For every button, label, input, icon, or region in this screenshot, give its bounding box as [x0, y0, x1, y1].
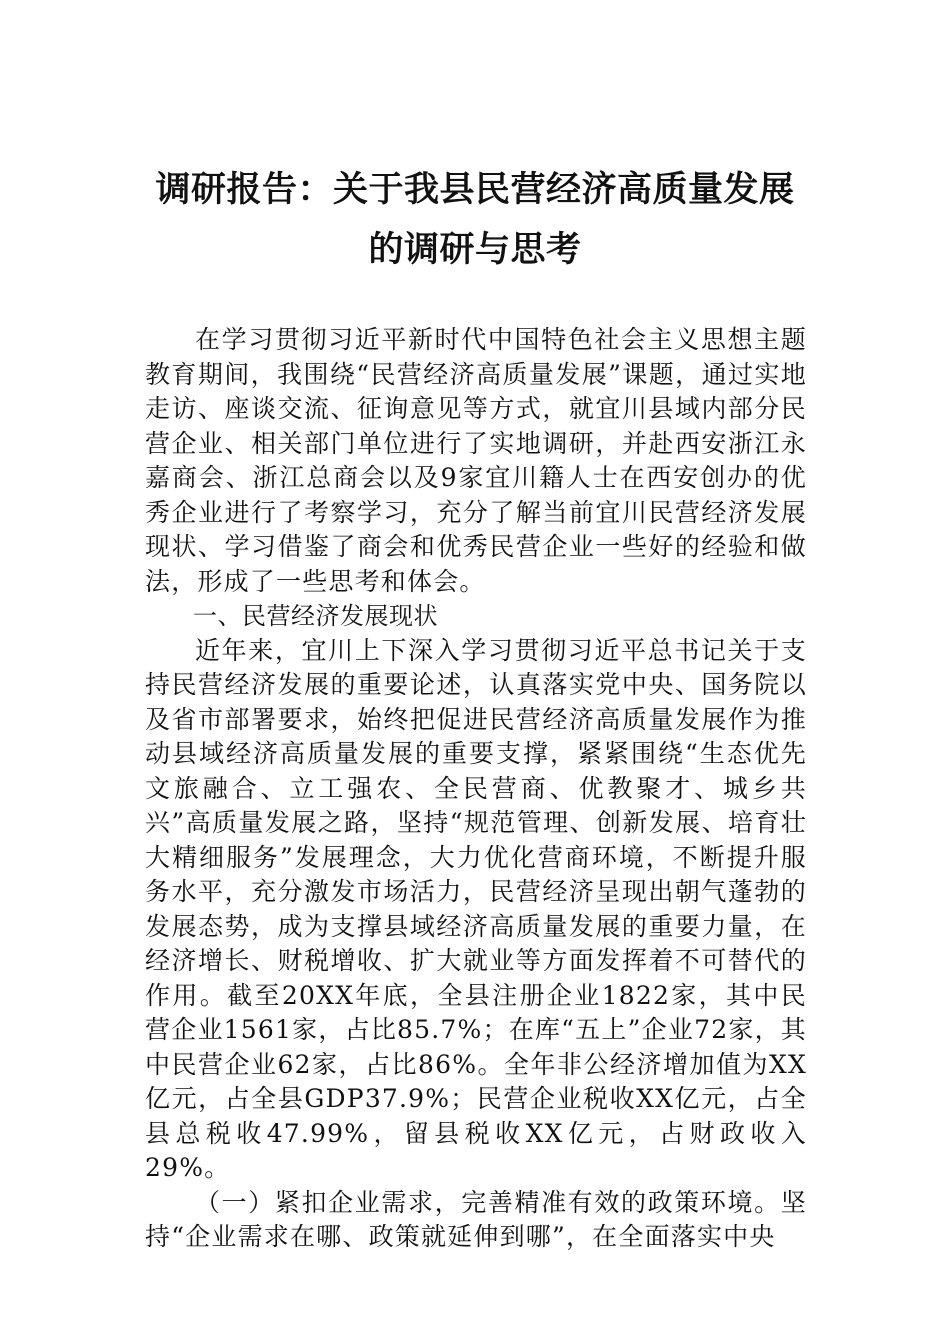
document-body	[145, 323, 807, 1255]
status-paragraph: 近年来，宜川上下深入学习贯彻习近平总书记关于支持民营经济发展的重要论述，认真落实党中央、国务院以及省市部署要求，始终把促进民营经济高质量发展作为推动县域经济高质量发展的重要支撑，紧紧围绕“生态优先文旅融合、立工强农、全民营商、优教聚才、城乡共兴”高质量发展之路，坚持“规范管理、创新发展、培育壮大精细服务”发展理念，大力优化营商环境，不断提升服务水平，充分激发市场活力，民营经济呈现出朝气蓬勃的发展态势，成为支撑县域经济高质量发展的重要力量，在经济增长、财税增收、扩大就业等方面发挥着不可替代的作用。截至20XX年底，全县注册企业1822家，其中民营企业1561家，占比85.7%；在库“五上”企业72家，其中民营企业62家，占比86%。全年非公经济增加值为XX亿元，占全县GDP37.9%；民营企业税收XX亿元，占全县总税收47.99%，留县税收XX亿元，占财政收入29%。	[145, 635, 807, 1182]
intro-paragraph: 在学习贯彻习近平新时代中国特色社会主义思想主题教育期间，我围绕“民营经济高质量发展”课题，通过实地走访、座谈交流、征询意见等方式，就宜川县域内部分民营企业、相关部门单位进行了实地调研，并赴西安浙江永嘉商会、浙江总商会以及9家宜川籍人士在西安创办的优秀企业进行了考察学习，充分了解当前宜川民营经济发展现状、学习借鉴了商会和优秀民营企业一些好的经验和做法，形成了一些思考和体会。	[145, 325, 807, 596]
section-heading-1: 一、民营经济发展现状	[193, 602, 438, 630]
document-title	[120, 160, 830, 280]
subsection-paragraph-1: （一）紧扣企业需求，完善精准有效的政策环境。坚持“企业需求在哪、政策就延伸到哪”，在全面落实中央	[145, 1187, 807, 1251]
title-line-2: 的调研与思考	[368, 229, 582, 270]
title-line-1: 调研报告：关于我县民营经济高质量发展	[155, 169, 795, 210]
